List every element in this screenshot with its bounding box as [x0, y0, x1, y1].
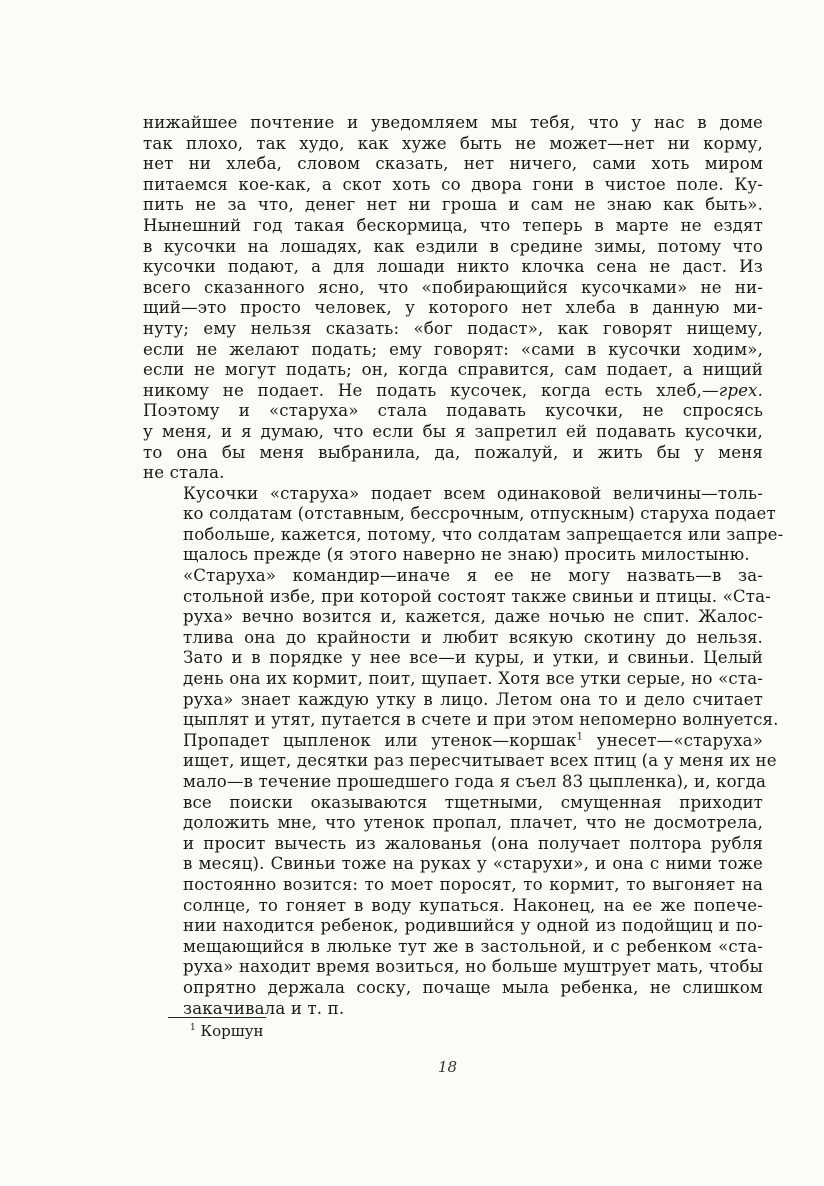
footnote	[190, 1022, 264, 1040]
text-line: то она бы меня выбранила, да, пожалуй, и жить бы у меня	[143, 442, 763, 462]
text-line: нуту; ему нельзя сказать: «бог подаст», как говорят нищему,	[143, 318, 763, 338]
text-line: тлива она до крайности и любит всякую скотину до нельзя.	[183, 627, 763, 647]
page-number: 18	[438, 1058, 458, 1076]
body-text	[143, 113, 784, 1019]
text-line: нет ни хлеба, словом сказать, нет ничего, сами хоть миром	[143, 154, 763, 174]
text-line: солнце, то гоняет в воду купаться. Наконец, на ее же попече-	[183, 895, 763, 915]
text-line: Пропадет цыпленок или утенок—коршак$^1$ унесет—«старуха»	[183, 730, 763, 750]
text-line: все поиски оказываются тщетными, смущенная приходит	[183, 792, 763, 812]
text-line: руха» вечно возится и, кажется, даже ночью не спит. Жалос-	[183, 607, 763, 627]
text-line: кусочки подают, а для лошади никто клочка сена не даст. Из	[143, 257, 763, 277]
text-line: Кусочки «старуха» подает всем одинаковой величины—толь-	[183, 483, 763, 503]
text-line: питаемся кое-как, а скот хоть со двора гони в чистое поле. Ку-	[143, 174, 763, 194]
paragraph	[143, 566, 779, 1019]
text-line: опрятно держала соску, почаще мыла ребенка, не слишком	[183, 977, 763, 997]
text-line: цыплят и утят, путается в счете и при этом непомерно волнуется.	[183, 710, 779, 730]
text-line: ищет, ищет, десятки раз пересчитывает всех птиц (а у меня их не	[183, 751, 777, 771]
text-line: так плохо, так худо, как хуже быть не может—нет ни корму,	[143, 133, 763, 153]
text-line: нижайшее почтение и уведомляем мы тебя, что у нас в доме	[143, 113, 763, 132]
text-line: доложить мне, что утенок пропал, плачет, что не досмотрела,	[183, 813, 763, 833]
text-line: у меня, и я думаю, что если бы я запретил ей подавать кусочки,	[143, 421, 763, 441]
text-line: мало—в течение прошедшего года я съел 83 цыпленка), и, когда	[183, 772, 766, 791]
text-line: всего сказанного ясно, что «побирающийся кусочками» не ни-	[143, 277, 763, 297]
text-line: руха» находит время возиться, но больше муштрует мать, чтобы	[183, 957, 763, 977]
text-line: не стала.	[143, 463, 225, 483]
text-line: если не желают подать; ему говорят: «сами в кусочки ходим»,	[143, 339, 763, 359]
text-line: стольной избе, при которой состоят также свиньи и птицы. «Ста-	[183, 586, 771, 606]
text-line: пить не за что, денег нет ни гроша и сам не знаю как быть».	[143, 195, 763, 215]
text-line: день она их кормит, поит, щупает. Хотя все утки серые, но «ста-	[183, 669, 763, 689]
text-line: щалось прежде (я этого наверно не знаю) просить милостыню.	[183, 545, 750, 565]
text-line: мещающийся в люльке тут же в застольной, и с ребенком «ста-	[183, 936, 763, 956]
text-line: в кусочки на лошадях, как ездили в средине зимы, потому что	[143, 236, 763, 256]
text-line: руха» знает каждую утку в лицо. Летом она то и дело считает	[183, 689, 763, 709]
emphasized-word: грех.	[718, 380, 763, 400]
text-line: Зато и в порядке у нее все—и куры, и утки, и свиньи. Целый	[183, 648, 763, 668]
text-line: и просит вычесть из жалованья (она получает полтора рубля	[183, 833, 763, 853]
text-line: никому не подает. Не подать кусочек, когда есть хлеб,—грех.	[143, 380, 763, 400]
text-line: побольше, кажется, потому, что солдатам запрещается или запре-	[183, 524, 784, 544]
footnote-marker: 1	[190, 1023, 196, 1033]
footnote-text: Коршун	[200, 1022, 264, 1040]
paragraph	[143, 113, 763, 484]
footnote-divider	[168, 1017, 266, 1018]
text-line-tail: унесет—«старуха»	[583, 730, 763, 750]
text-line: в месяц). Свиньи тоже на руках у «старухи», и она с ними тоже	[183, 854, 763, 874]
footnote-reference: 1	[576, 731, 584, 743]
text-line: закачивала и т. п.	[183, 998, 345, 1018]
text-line: щий—это просто человек, у которого нет хлеба в данную ми-	[143, 298, 763, 318]
paragraph	[143, 483, 784, 566]
text-line: Поэтому и «старуха» стала подавать кусочки, не спросясь	[143, 401, 763, 421]
text-line: нии находится ребенок, родившийся у одной из подойщиц и по-	[183, 916, 763, 936]
text-line: «Старуха» командир—иначе я ее не могу назвать—в за-	[183, 566, 763, 586]
text-line: ко солдатам (отставным, бессрочным, отпускным) старуха подает	[183, 504, 776, 524]
text-line: если не могут подать; он, когда справится, сам подает, а нищий	[143, 360, 763, 380]
text-line: постоянно возится: то моет поросят, то кормит, то выгоняет на	[183, 874, 763, 894]
text-line: Нынешний год такая бескормица, что теперь в марте не ездят	[143, 215, 763, 235]
